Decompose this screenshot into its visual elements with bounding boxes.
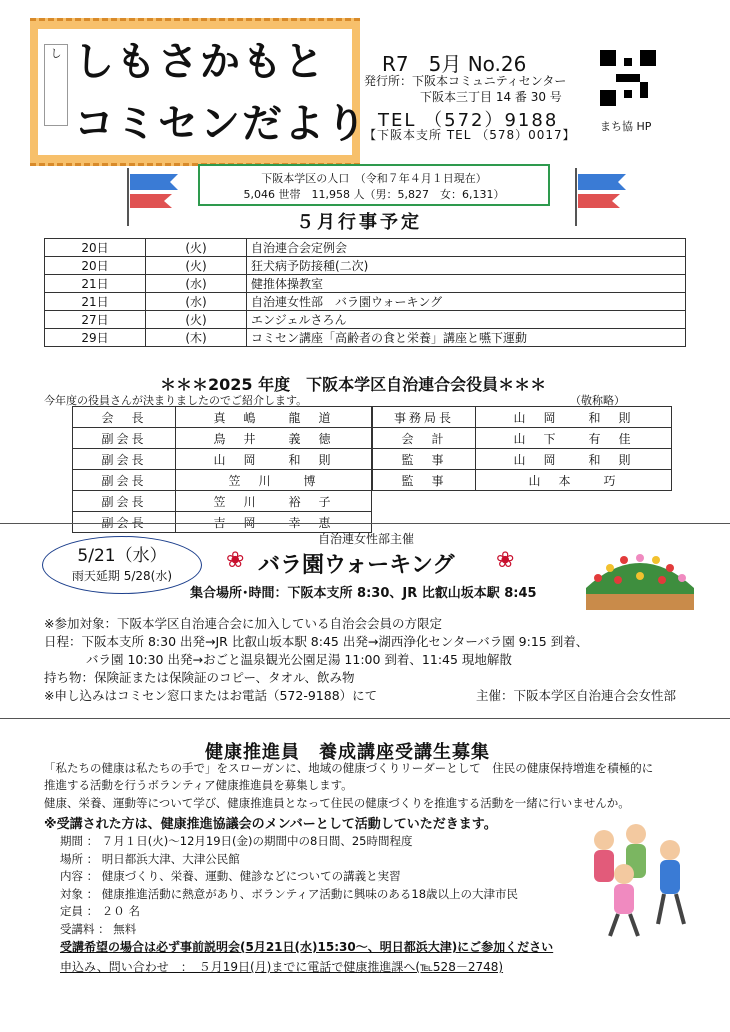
table-row: 事務局長 山 岡 和 則	[373, 407, 672, 428]
carp-streamer-icon	[566, 166, 646, 226]
table-row: 21日 (水) 自治連女性部 バラ園ウォーキング	[45, 293, 686, 311]
rose-date: 5/21（水）	[77, 546, 167, 566]
rose-items: 持ち物：保険証または保険証のコピー、タオル、飲み物	[44, 670, 355, 685]
table-row: 20日 (火) 狂犬病予防接種(二次)	[45, 257, 686, 275]
officers-title: ＊＊＊2025 年度 下阪本学区自治連合会役員＊＊＊	[160, 375, 547, 394]
table-row: 副会長 笠 川 裕 子	[73, 491, 372, 512]
honorific-note: （敬称略）	[570, 394, 625, 407]
table-row: 会 長 真 嶋 龍 道	[73, 407, 372, 428]
detail-place: 場所 ： 明日都浜大津、大津公民館	[60, 851, 240, 866]
newsletter-title-line1: しもさかもと	[74, 39, 326, 85]
header-tag: し	[44, 44, 68, 126]
branch-tel: 【下阪本支所 TEL （578）0017】	[364, 128, 576, 142]
detail-period: 期間 ： ７月１日(火)～12月19日(金)の期間中の8日間、25時間程度	[60, 834, 413, 848]
population-title: 下阪本学区の人口 （令和７年４月１日現在）	[261, 172, 487, 185]
table-row: 監 事 山 岡 和 則	[373, 449, 672, 470]
table-row: 副会長 鳥 井 義 徳	[73, 428, 372, 449]
detail-fee: 受講料 ： 無料	[60, 921, 137, 936]
address: 下阪本三丁目 14 番 30 号	[420, 90, 562, 104]
population-box	[198, 164, 550, 206]
detail-content: 内容 ： 健康づくり、栄養、運動、健診などについての講義と実習	[60, 869, 401, 883]
table-row: 副会長 笠 川 博	[73, 470, 372, 491]
issue-number: R7 5月 No.26	[382, 52, 527, 76]
detail-capacity: 定員 ： ２０ 名	[60, 904, 140, 918]
rose-meeting: 集合場所･時間：下阪本支所 8:30、JR 比叡山坂本駅 8:45	[190, 586, 537, 601]
table-row: 副会長 山 岡 和 則	[73, 449, 372, 470]
walking-people-icon	[580, 820, 700, 938]
health-intro-1: 「私たちの健康は私たちの手で」をスローガンに、地域の健康づくりリーダーとして 住民の健康保持増進を積極的に	[44, 761, 654, 775]
rose-icon: ❀	[496, 548, 515, 573]
rose-schedule-1: 日程：下阪本支所 8:30 出発→JR 比叡山坂本駅 8:45 出発→湖西浄化センターバラ園 9:15 到着、	[44, 634, 589, 649]
officers-table-right	[372, 406, 672, 491]
officers-note: 今年度の役員さんが決まりましたのでご紹介します。	[44, 394, 308, 407]
table-row: 20日 (火) 自治連合会定例会	[45, 239, 686, 257]
qr-code-icon[interactable]	[600, 50, 656, 106]
rose-organizer: 主催：下阪本学区自治連合会女性部	[476, 688, 677, 703]
detail-target: 対象 ： 健康推進活動に熱意があり、ボランティア活動に興味のある18歳以上の大津市民	[60, 886, 519, 901]
table-row: 会 計 山 下 有 佳	[373, 428, 672, 449]
table-row: 21日 (水) 健推体操教室	[45, 275, 686, 293]
table-row: 副会長 吉 岡 幸 恵	[73, 512, 372, 533]
health-details	[60, 833, 518, 938]
health-intro-2: 推進する活動を行うボランティア健康推進員を募集します。	[44, 778, 353, 792]
table-row: 監 事 山 本 巧	[373, 470, 672, 491]
table-row: 29日 (木) コミセン講座「高齢者の食と栄養」講座と嚥下運動	[45, 329, 686, 347]
rose-rain-date: 雨天延期 5/28(水)	[71, 569, 173, 583]
qr-caption: まち協 HP	[600, 120, 652, 133]
table-row: 27日 (火) エンジェルさろん	[45, 311, 686, 329]
events-table	[44, 238, 686, 347]
publisher: 発行所：下阪本コミュニティセンター	[364, 74, 567, 88]
health-contact: 申込み、問い合わせ ： ５月19日(月)までに電話で健康推進課へ(℡528－2748)	[60, 960, 504, 974]
health-intro-3: 健康、栄養、運動等について学び、健康推進員となって住民の健康づくりを推進する活動を一緒に行いませんか。	[44, 796, 630, 810]
health-briefing: 受講希望の場合は必ず事前説明会(5月21日(水)15:30～、明日都浜大津)にご参加ください	[60, 940, 554, 954]
rose-title: バラ園ウォーキング	[258, 553, 455, 578]
health-title: 健康推進員 養成講座受講生募集	[205, 742, 490, 763]
rose-apply: ※申し込みはコミセン窓口またはお電話（572-9188）にて	[44, 688, 378, 703]
rose-date-badge	[42, 536, 202, 594]
rose-target: ※参加対象：下阪本学区自治連合会に加入している自治会会員の方限定	[44, 616, 442, 631]
rose-host: 自治連女性部主催	[318, 532, 415, 546]
tel: TEL （572）9188	[378, 110, 559, 131]
rose-garden-icon	[584, 548, 696, 610]
newsletter-title-line2: コミセンだより	[74, 101, 368, 147]
health-emphasis: ※受講された方は、健康推進協議会のメンバーとして活動していただきます。	[44, 817, 497, 832]
rose-schedule-2: バラ園 10:30 出発→おごと温泉観光公園足湯 11:00 到着、11:45 現地解散	[86, 652, 512, 667]
population-value: 5,046 世帯 11,958 人（男：5,827 女：6,131）	[243, 188, 505, 201]
rose-icon: ❀	[226, 548, 245, 573]
officers-table-left	[72, 406, 372, 533]
events-title: ５月行事予定	[296, 212, 422, 233]
divider	[0, 523, 730, 524]
divider	[0, 718, 730, 719]
carp-streamer-icon	[118, 166, 198, 226]
